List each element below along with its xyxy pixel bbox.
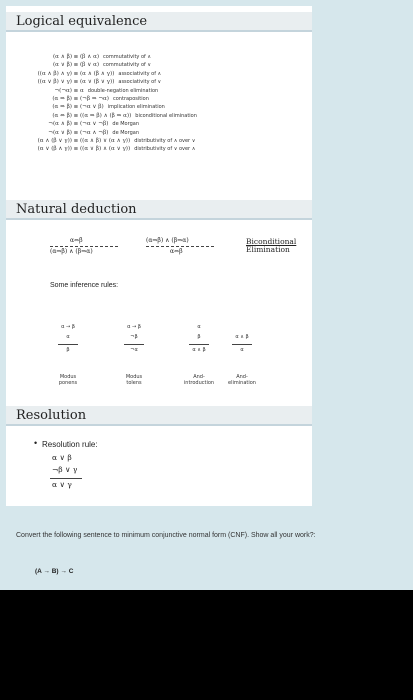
question-text: Convert the following sentence to minimum conjunctive normal form (CNF). Show all your work?: [16, 532, 316, 539]
rule-premise-1: α → β [61, 324, 75, 330]
equivalence-rhs: (β ∨ α) [80, 62, 100, 69]
question-expression: (A → B) → C [35, 568, 74, 575]
rule-conclusion: α [240, 347, 244, 353]
equivalence-rhs: (β ∧ α) [80, 54, 100, 60]
equivalence-rhs: (¬α ∨ β) [80, 104, 104, 111]
rule-line [232, 344, 252, 345]
equivalence-rhs: α [80, 87, 84, 94]
bicond-left-premise: α⇔β [70, 237, 83, 244]
rule-name: And- [193, 374, 205, 380]
equivalence-row [14, 137, 195, 145]
rule-line [58, 344, 78, 345]
bicond-right-conclusion: α⇔β [170, 248, 183, 255]
equivalence-row [14, 53, 151, 61]
equivalence-name: associativity of ∨ [118, 79, 162, 86]
rule-conclusion: α ∧ β [192, 347, 206, 353]
equivalence-name: de Morgan [112, 129, 139, 136]
equivalence-symbol: ≡ [73, 79, 79, 86]
equivalence-lhs: (α ⇒ β) [52, 104, 72, 111]
rule-premise-1: α → β [127, 324, 141, 330]
equivalence-symbol: ≡ [73, 70, 79, 77]
equivalence-row [14, 103, 165, 111]
equivalence-row [14, 61, 151, 69]
equivalence-lhs: ((α ∨ β) ∨ γ) [37, 79, 72, 86]
rule-name: And- [236, 374, 248, 380]
equivalence-lhs: (α ⇒ β) [52, 96, 72, 102]
equivalence-row [14, 112, 197, 120]
blank-area [0, 590, 413, 700]
equivalence-row [14, 129, 139, 137]
equivalence-name: contraposition [113, 96, 149, 102]
equivalence-symbol: ≡ [73, 87, 79, 94]
section-heading-logical-equivalence: Logical equivalence [6, 12, 312, 32]
equivalence-rhs: (¬α ∨ ¬β) [80, 121, 109, 128]
bicond-label-1: Biconditional [246, 237, 297, 246]
rule-premise-1: α [197, 324, 201, 330]
equivalence-rhs: (¬β ⇒ ¬α) [80, 96, 109, 102]
equivalence-rhs: (α ∨ (β ∨ γ)) [80, 79, 115, 86]
bicond-left-line [50, 246, 118, 247]
rule-name: introduction [183, 380, 215, 386]
equivalence-row [14, 87, 158, 95]
equivalence-name: commutativity of ∨ [103, 62, 152, 69]
rule-line [189, 344, 209, 345]
resolution-premise-2: ¬β ∨ γ [52, 465, 78, 474]
equivalence-name: commutativity of ∧ [103, 54, 152, 60]
equivalence-rhs: ((α ∨ β) ∧ (α ∨ γ)) [80, 146, 131, 153]
equivalence-lhs: ((α ∧ β) ∧ γ) [37, 70, 72, 77]
resolution-premise-1: α ∨ β [52, 453, 72, 462]
resolution-line [50, 478, 82, 479]
rule-name: Modus [59, 374, 77, 380]
equivalence-rhs: (α ∧ (β ∧ γ)) [80, 70, 115, 77]
equivalence-lhs: ¬(α ∨ β) [48, 129, 72, 136]
equivalence-row [14, 120, 139, 128]
equivalence-lhs: ¬(¬α) [54, 87, 72, 94]
equivalence-rhs: ((α ⇒ β) ∧ (β ⇒ α)) [80, 112, 132, 119]
bicond-label-2: Elimination [246, 245, 290, 254]
equivalence-symbol: ≡ [73, 129, 79, 136]
equivalence-name: distributivity of ∧ over ∨ [134, 138, 196, 144]
equivalence-symbol: ≡ [73, 121, 79, 128]
equivalence-lhs: (α ∧ β) [52, 54, 72, 60]
rule-premise-2: β [197, 334, 201, 340]
equivalence-name: distributivity of ∨ over ∧ [134, 146, 196, 153]
equivalence-lhs: ¬(α ∧ β) [48, 121, 72, 128]
equivalence-symbol: ≡ [73, 54, 79, 60]
equivalence-name: de Morgan [112, 121, 139, 128]
equivalence-symbol: ≡ [73, 112, 79, 119]
resolution-conclusion: α ∨ γ [52, 480, 72, 489]
equivalence-name: double-negation elimination [87, 87, 159, 94]
rule-line [124, 344, 144, 345]
equivalence-symbol: ≡ [73, 138, 79, 144]
equivalence-symbol: ≡ [73, 146, 79, 153]
equivalence-name: associativity of ∧ [118, 70, 162, 77]
equivalence-symbol: ≡ [73, 104, 79, 111]
equivalence-name: biconditional elimination [135, 112, 197, 119]
equivalence-symbol: ≡ [73, 96, 79, 102]
equivalence-lhs: (α ∨ (β ∧ γ)) [37, 146, 72, 153]
equivalence-lhs: (α ∨ β) [52, 62, 72, 69]
equivalence-row [14, 78, 161, 86]
equivalence-lhs: (α ⇔ β) [52, 112, 72, 119]
equivalence-name: implication elimination [107, 104, 165, 111]
rule-premise-2: ¬β [130, 334, 138, 340]
section-heading-resolution: Resolution [6, 406, 312, 426]
rule-name: ponens [58, 380, 78, 386]
bicond-right-premise: (α⇒β) ∧ (β⇒α) [146, 237, 189, 244]
reference-image [6, 6, 312, 506]
rule-premise-2: α ∧ β [235, 334, 249, 340]
rule-conclusion: ¬α [130, 347, 138, 353]
resolution-bullet: • [34, 438, 38, 448]
resolution-label: Resolution rule: [42, 440, 98, 449]
equivalence-lhs: (α ∧ (β ∨ γ)) [37, 138, 72, 144]
rule-conclusion: β [66, 347, 70, 353]
equivalence-row [14, 145, 195, 153]
bicond-right-line [146, 246, 214, 247]
rule-name: elimination [228, 380, 256, 386]
rule-name: Modus [125, 374, 143, 380]
equivalence-row [14, 70, 161, 78]
rule-name: tolens [126, 380, 142, 386]
equivalence-symbol: ≡ [73, 62, 79, 69]
section-heading-natural-deduction: Natural deduction [6, 200, 312, 220]
bicond-left-conclusion: (α⇒β) ∧ (β⇒α) [50, 248, 93, 255]
rule-premise-2: α [66, 334, 70, 340]
inference-heading: Some inference rules: [50, 282, 119, 289]
equivalence-row [14, 95, 149, 103]
equivalence-rhs: (¬α ∧ ¬β) [80, 129, 109, 136]
equivalence-rhs: ((α ∧ β) ∨ (α ∧ γ)) [80, 138, 131, 144]
